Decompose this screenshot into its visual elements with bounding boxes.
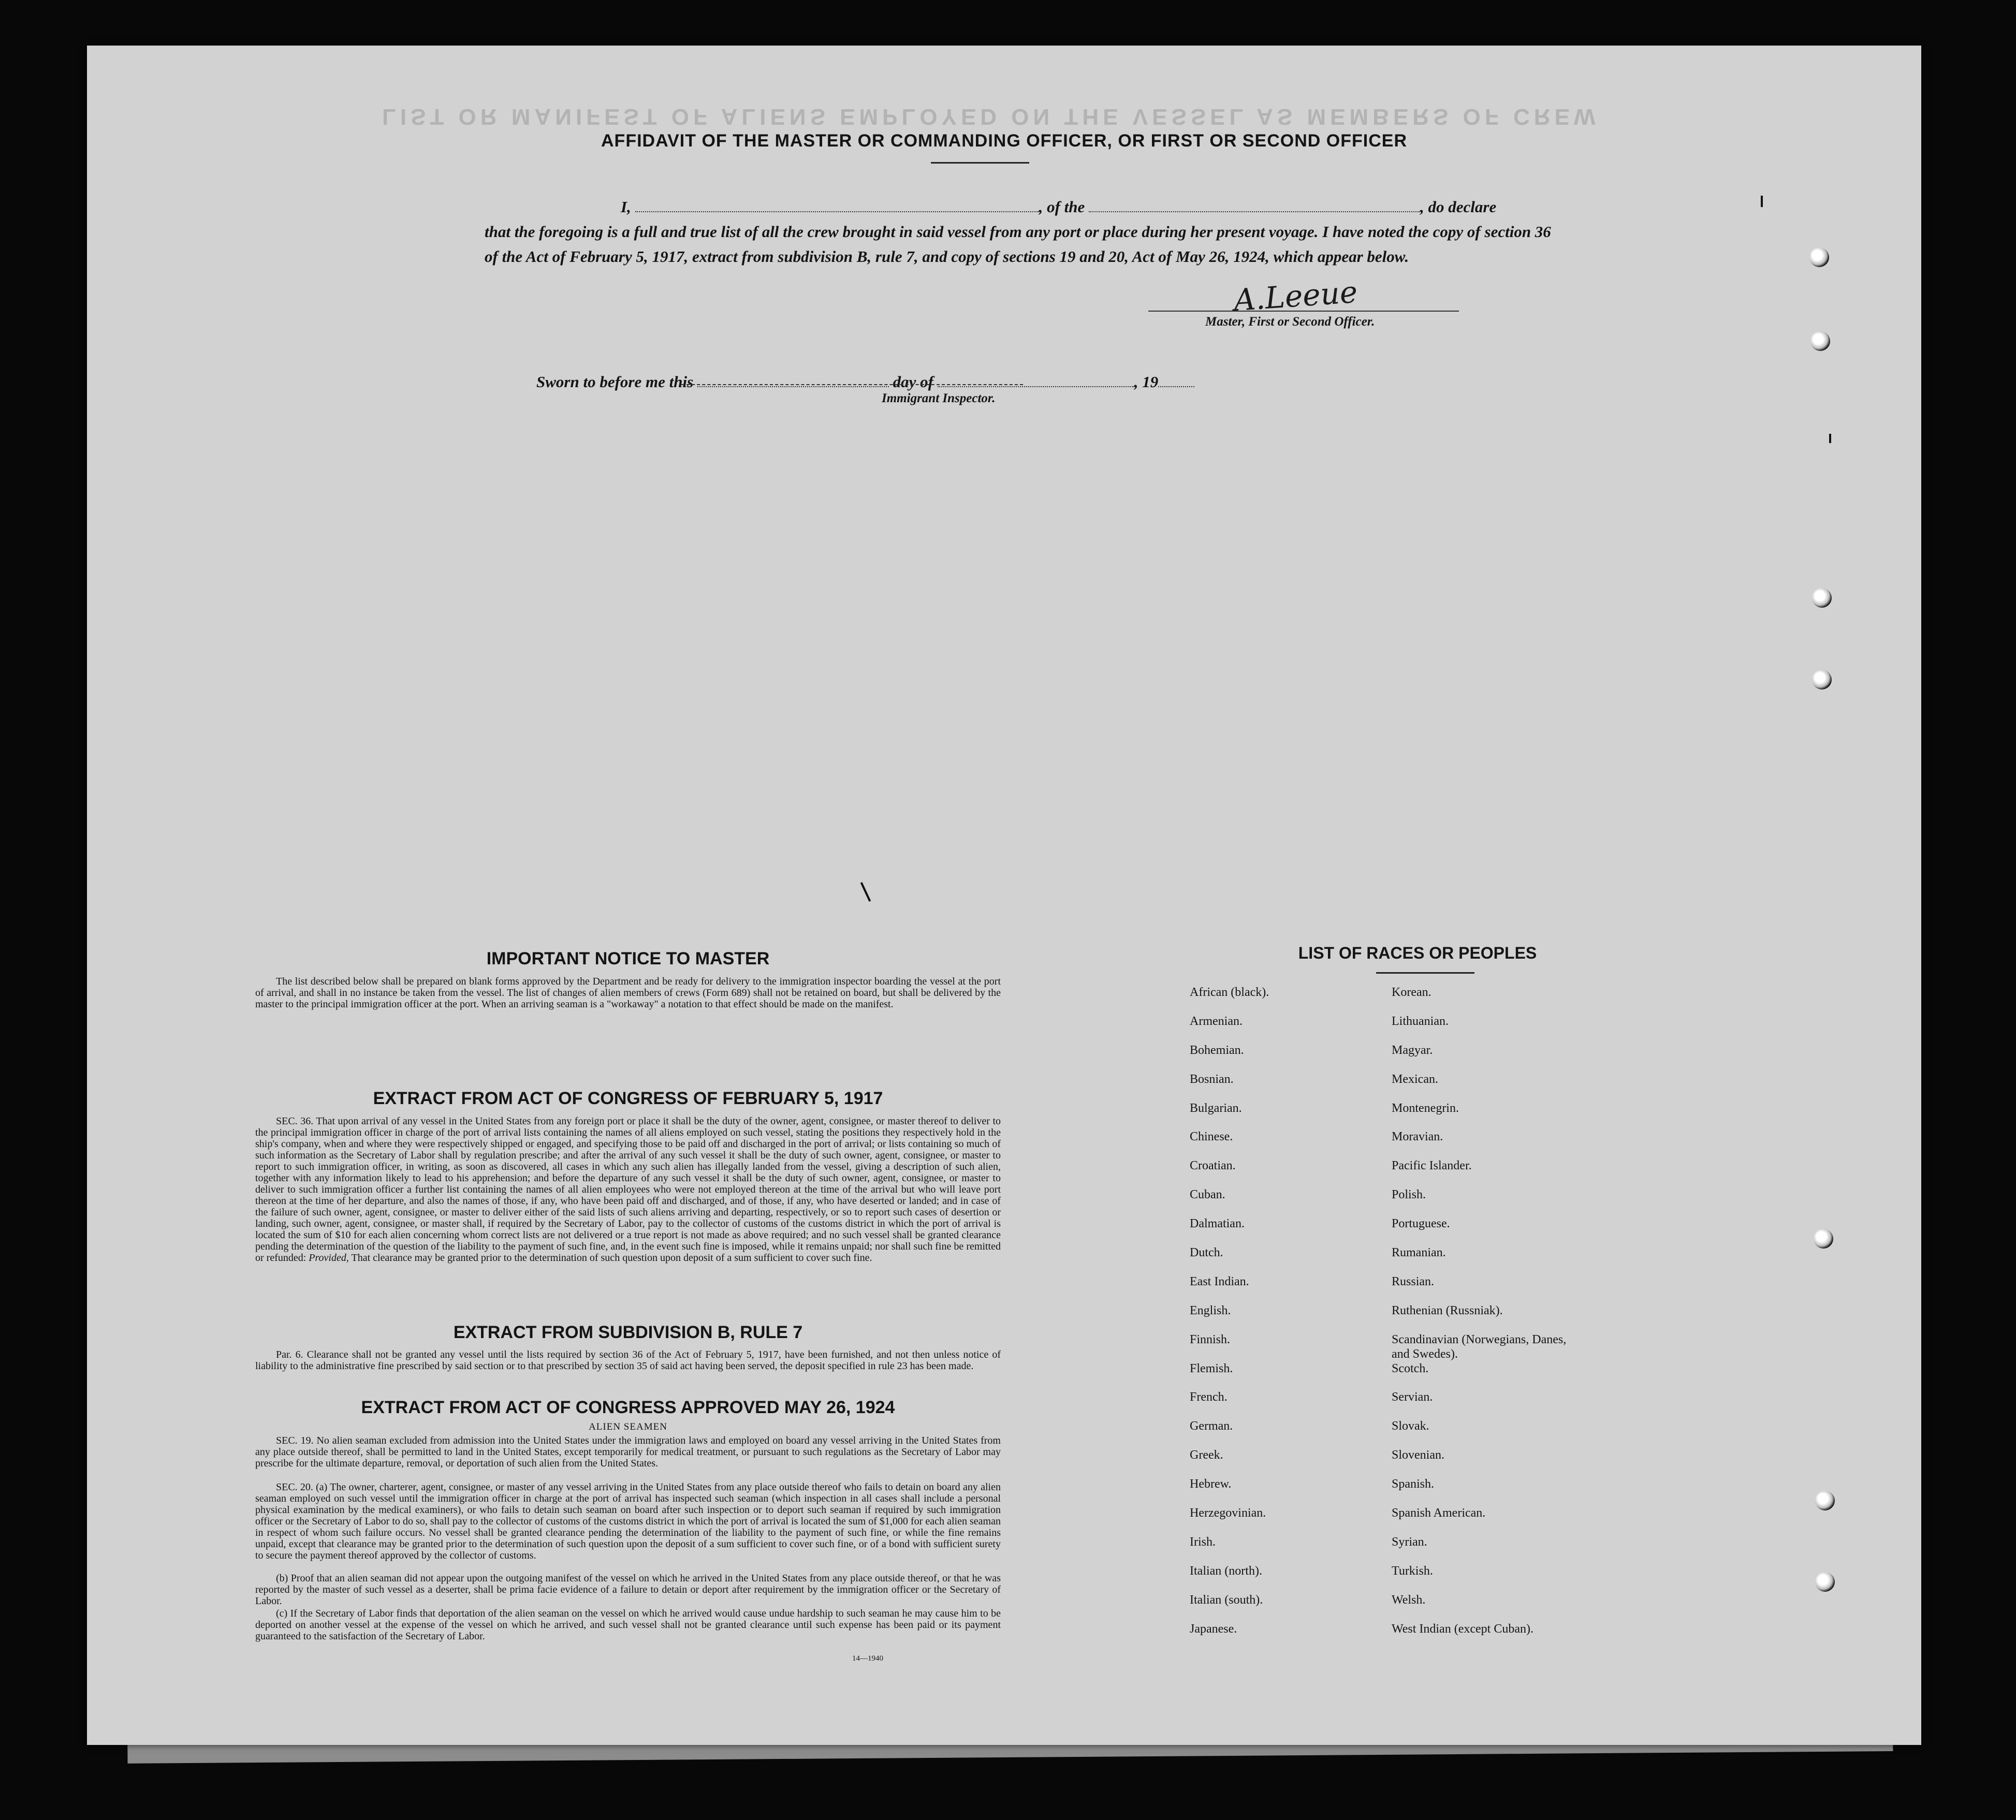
form-number: 14—1940	[852, 1654, 883, 1663]
notice-text: The list described below shall be prepared on blank forms approved by the Department and be ready for delivery to the immigration inspector boarding the vessel at the port of arrival, and shall in no instance be taken from the vessel. The list of changes of alien members of crews (Form 689) shall not be retained on board, but shall be delivered by the master to the principal immigration officer at the port. When an arriving seaman is a "workaway" a notation to that effect should be made on the manifest.	[255, 976, 1001, 1010]
race-item: Dutch.	[1190, 1246, 1223, 1260]
document-page	[87, 46, 1921, 1745]
race-item: Armenian.	[1190, 1014, 1243, 1028]
sec19-text: SEC. 19. No alien seaman excluded from admission into the United States under the immigration laws and employed on board any vessel arriving in the United States from any place outside thereof, shall be permitted to land in the United States, except temporarily for medical treatment, or pursuant to such regulations as the Secretary of Labor may prescribe for the ultimate departure, removal, or deportation of such alien from the United States.	[255, 1435, 1001, 1469]
race-item: Rumanian.	[1392, 1246, 1446, 1260]
race-item: French.	[1190, 1390, 1228, 1404]
race-item: Slovenian.	[1392, 1448, 1444, 1462]
affidavit-text	[485, 195, 1567, 269]
sec20b-text: (b) Proof that an alien seaman did not appear upon the outgoing manifest of the vessel on which he arrived in the United States from any place outside thereof, or that he was reported by the master of such vessel as a deserter, shall be prima facie evidence of a failure to detain or deport after requirement by the immigration officer or the Secretary of Labor.	[255, 1573, 1001, 1607]
race-item: Korean.	[1392, 986, 1431, 999]
affidavit-i: I,	[621, 198, 631, 216]
title-divider	[931, 162, 1029, 164]
notice-title: IMPORTANT NOTICE TO MASTER	[486, 949, 770, 968]
binder-hole	[1814, 1229, 1833, 1249]
race-item: Irish.	[1190, 1535, 1216, 1549]
race-item: Mexican.	[1392, 1072, 1438, 1086]
affidavit-title: AFFIDAVIT OF THE MASTER OR COMMANDING OFFICER, OR FIRST OR SECOND OFFICER	[601, 131, 1407, 151]
inspector-label: Immigrant Inspector.	[882, 391, 996, 405]
race-item: Italian (north).	[1190, 1564, 1262, 1578]
inspector-signature-line	[681, 384, 1023, 385]
extract-1924-title: EXTRACT FROM ACT OF CONGRESS APPROVED MAY 26, 1924	[361, 1398, 895, 1417]
race-item: Pacific Islander.	[1392, 1159, 1472, 1173]
sworn-prefix: Sworn to before me this	[536, 373, 694, 391]
sworn-line	[536, 371, 1194, 391]
race-item: Chinese.	[1190, 1130, 1233, 1144]
race-item: Montenegrin.	[1392, 1101, 1459, 1115]
binder-hole	[1809, 247, 1829, 267]
ink-mark	[1829, 434, 1831, 443]
race-item: Japanese.	[1190, 1622, 1237, 1636]
sec36-text: SEC. 36. That upon arrival of any vessel in the United States from any foreign port or place it shall be the duty of the owner, agent, consignee, or master thereof to deliver to the principal immigration officer in charge of the port of arrival lists containing the names of all aliens employed on such vessel, stating the positions they respectively hold in the ship's company, when and where they were respectively shipped or engaged, and specifying those to be paid off and discharged in the port of arrival; or lists containing so much of such information as the Secretary of Labor shall by regulation prescribe; and after the arrival of any such vessel it shall be the duty of such owner, agent, consignee, or master to report to such immigration officer, in writing, as soon as discovered, all cases in which any such alien has illegally landed from the vessel, giving a description of such alien, together with any information likely to lead to his apprehension; and before the departure of any such vessel it shall be the duty of such owner, agent, consignee, or master to deliver to such immigration officer a further list containing the names of all alien employees who were not employed thereon at the time of the arrival but who will leave port thereon at the time of her departure, and also the names of those, if any, who have been paid off and discharged, and of those, if any, who have deserted or landed; and in case of the failure of such owner, agent, consignee, or master to deliver either of the said lists of such aliens arriving and departing, respectively, or so to report such cases of desertion or landing, such owner, agent, consignee, or master shall, if required by the Secretary of Labor, pay to the collector of customs of the customs district in which the port of arrival is located the sum of $10 for each alien concerning whom correct lists are not delivered or a true report is not made as above required; and no such vessel shall be granted clearance pending the determination of the question of the liability to the payment of such fine, and, in the event such fine is imposed, while it remains unpaid; nor shall such fine be remitted or refunded:	[255, 1116, 1001, 1264]
signature-label: Master, First or Second Officer.	[1205, 315, 1375, 329]
race-item: Magyar.	[1392, 1043, 1433, 1057]
sec20a-text: SEC. 20. (a) The owner, charterer, agent, consignee, or master of any vessel arriving in the United States from any place outside thereof who fails to detain on board any alien seaman employed on such vessel until the immigration officer in charge at the port of arrival has inspected such seaman (which inspection in all cases shall include a personal physical examination by the medical examiners), or who fails to detain such seaman on board after such inspection or to deport such seaman if required by such immigration officer or the Secretary of Labor to do so, shall pay to the collector of customs of the customs district in which the port of arrival is located the sum of $1,000 for each alien seaman in respect of whom such failure occurs. No vessel shall be granted clearance pending the determination of the liability to the payment of such fine, or while the fine remains unpaid, except that clearance may be granted prior to the determination of such question upon the deposit of a sum sufficient to cover such fine, or of a bond with sufficient surety to secure the payment thereof approved by the collector of customs.	[255, 1481, 1001, 1561]
binder-hole	[1812, 588, 1832, 608]
binder-hole	[1810, 331, 1830, 351]
race-item: Bosnian.	[1190, 1072, 1234, 1086]
affidavit-declare: , do declare	[1420, 198, 1497, 216]
races-right-column	[1392, 985, 1578, 1650]
sworn-day-of: day of	[893, 373, 933, 391]
races-left-column	[1190, 985, 1269, 1650]
binder-hole	[1815, 1491, 1835, 1510]
sworn-year: , 19	[1134, 373, 1159, 391]
binder-hole	[1815, 1572, 1835, 1592]
race-item: Bohemian.	[1190, 1043, 1244, 1057]
race-item: Finnish.	[1190, 1332, 1231, 1346]
race-item: Croatian.	[1190, 1159, 1236, 1173]
ink-mark	[860, 882, 871, 902]
sec36-text-end: That clearance may be granted prior to the determination of such question upon deposit of a sum sufficient to cover such fine.	[351, 1252, 872, 1264]
race-item: Italian (south).	[1190, 1593, 1263, 1607]
race-item: Spanish.	[1392, 1477, 1435, 1491]
race-item: Polish.	[1392, 1188, 1426, 1202]
extract-1917-title: EXTRACT FROM ACT OF CONGRESS OF FEBRUARY 5, 1917	[373, 1089, 883, 1108]
binder-hole	[1812, 670, 1832, 689]
race-item: Lithuanian.	[1392, 1014, 1449, 1028]
provided-word: Provided,	[309, 1252, 349, 1264]
affidavit-statement: that the foregoing is a full and true list of all the crew brought in said vessel from any port or place during her present voyage. I have noted the copy of section 36 of the Act of February 5, 1917, extract from subdivision B, rule 7, and copy of sections 19 and 20, Act of May 26, 1924, which appear below.	[485, 223, 1551, 266]
race-item: Bulgarian.	[1190, 1101, 1242, 1115]
race-item: Cuban.	[1190, 1188, 1225, 1202]
race-item: African (black).	[1190, 986, 1269, 999]
race-item: West Indian (except Cuban).	[1392, 1622, 1533, 1636]
race-item: Moravian.	[1392, 1130, 1443, 1144]
race-item: Herzegovinian.	[1190, 1506, 1266, 1520]
race-item: Russian.	[1392, 1274, 1435, 1288]
race-item: German.	[1190, 1419, 1233, 1433]
race-item: Syrian.	[1392, 1535, 1427, 1549]
signature: A.Leeue	[1232, 274, 1359, 318]
extract-rule7-title: EXTRACT FROM SUBDIVISION B, RULE 7	[453, 1323, 803, 1342]
race-item: Scandinavian (Norwegians, Danes, and Swedes).	[1392, 1332, 1567, 1361]
race-item: Servian.	[1392, 1390, 1433, 1404]
race-item: Dalmatian.	[1190, 1217, 1245, 1231]
affidavit-of-the: , of the	[1039, 198, 1085, 216]
sworn-year-field[interactable]	[1158, 371, 1194, 387]
vessel-field[interactable]	[1089, 195, 1420, 212]
ink-mark	[1761, 196, 1763, 207]
races-title: LIST OF RACES OR PEOPLES	[1298, 944, 1537, 962]
race-item: Scotch.	[1392, 1361, 1429, 1375]
race-item: English.	[1190, 1303, 1231, 1317]
sec20c-text: (c) If the Secretary of Labor finds that deportation of the alien seaman on the vessel on which he arrived would cause undue hardship to such seaman he may cause him to be deported on another vessel at the expense of the vessel on which he arrived, and such vessel shall not be granted clearance until such expense has been paid or its payment guaranteed to the satisfaction of the Secretary of Labor.	[255, 1608, 1001, 1642]
race-item: Turkish.	[1392, 1564, 1433, 1578]
race-item: Flemish.	[1190, 1361, 1233, 1375]
show-through-heading: LIST OR MANIFEST OF ALIENS EMPLOYED ON THE VESSEL AS MEMBERS OF CREW	[382, 104, 1600, 129]
alien-seamen-subtitle: ALIEN SEAMEN	[589, 1421, 667, 1432]
races-divider	[1376, 972, 1474, 974]
race-item: Welsh.	[1392, 1593, 1426, 1607]
race-item: Greek.	[1190, 1448, 1223, 1462]
affidavit-line-1	[485, 195, 1567, 219]
race-item: Spanish American.	[1392, 1506, 1486, 1520]
race-item: Hebrew.	[1190, 1477, 1232, 1491]
race-item: Ruthenian (Russniak).	[1392, 1303, 1503, 1317]
extract-1917-text	[255, 1116, 1001, 1264]
race-item: East Indian.	[1190, 1274, 1249, 1288]
extract-rule7-text: Par. 6. Clearance shall not be granted any vessel until the lists required by section 36 of the Act of February 5, 1917, have been furnished, and not then unless notice of liability to the administrative fine prescribed by said section or to that prescribed by section 35 of said act having been served, the deposit specified in rule 23 has been made.	[255, 1349, 1001, 1372]
race-item: Portuguese.	[1392, 1217, 1450, 1231]
race-item: Slovak.	[1392, 1419, 1429, 1433]
name-field[interactable]	[635, 195, 1039, 212]
